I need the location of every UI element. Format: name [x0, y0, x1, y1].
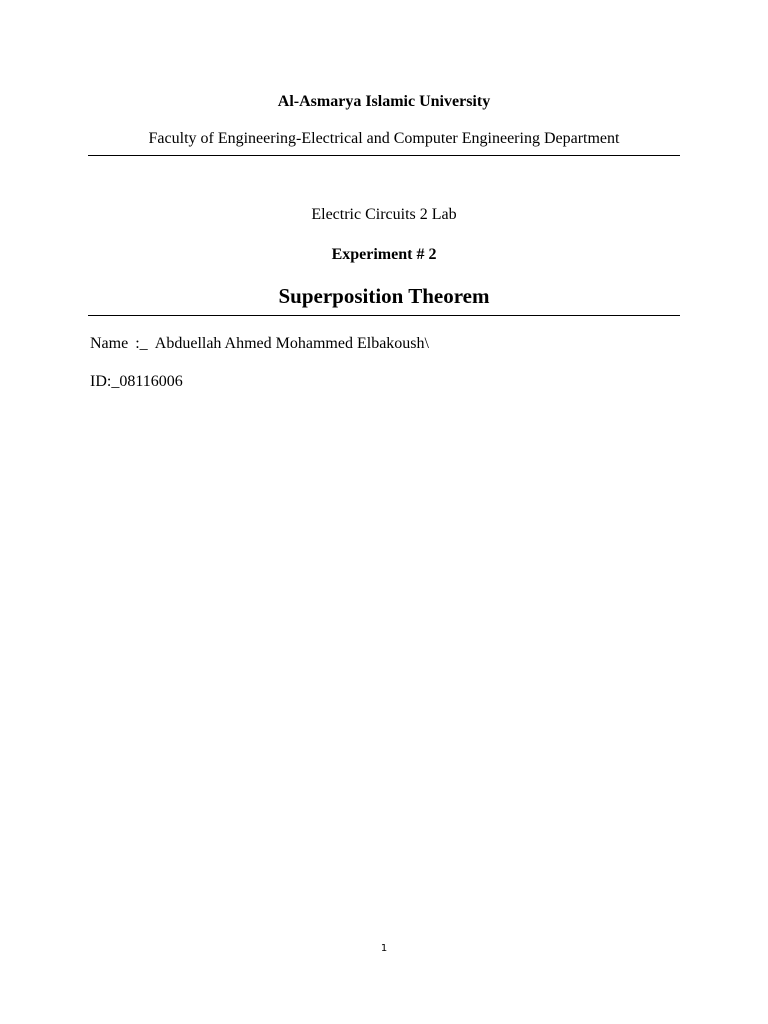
header-divider	[88, 155, 680, 156]
student-name-separator: :_	[135, 335, 148, 352]
course-name: Electric Circuits 2 Lab	[311, 206, 457, 223]
experiment-title: Superposition Theorem	[278, 284, 490, 308]
student-id-row	[90, 373, 183, 391]
student-id-value: 08116006	[119, 373, 183, 390]
student-id-label: ID:_	[90, 373, 120, 390]
page-number: 1	[380, 943, 388, 954]
university-name: Al-Asmarya Islamic University	[277, 93, 491, 110]
student-name-value: Abduellah Ahmed Mohammed Elbakoush\	[154, 335, 429, 352]
faculty-name: Faculty of Engineering-Electrical and Computer Engineering Department	[148, 130, 620, 147]
title-divider	[88, 315, 680, 316]
experiment-number: Experiment # 2	[331, 246, 437, 263]
student-name-label: Name	[90, 335, 129, 352]
student-name-row	[90, 335, 429, 353]
